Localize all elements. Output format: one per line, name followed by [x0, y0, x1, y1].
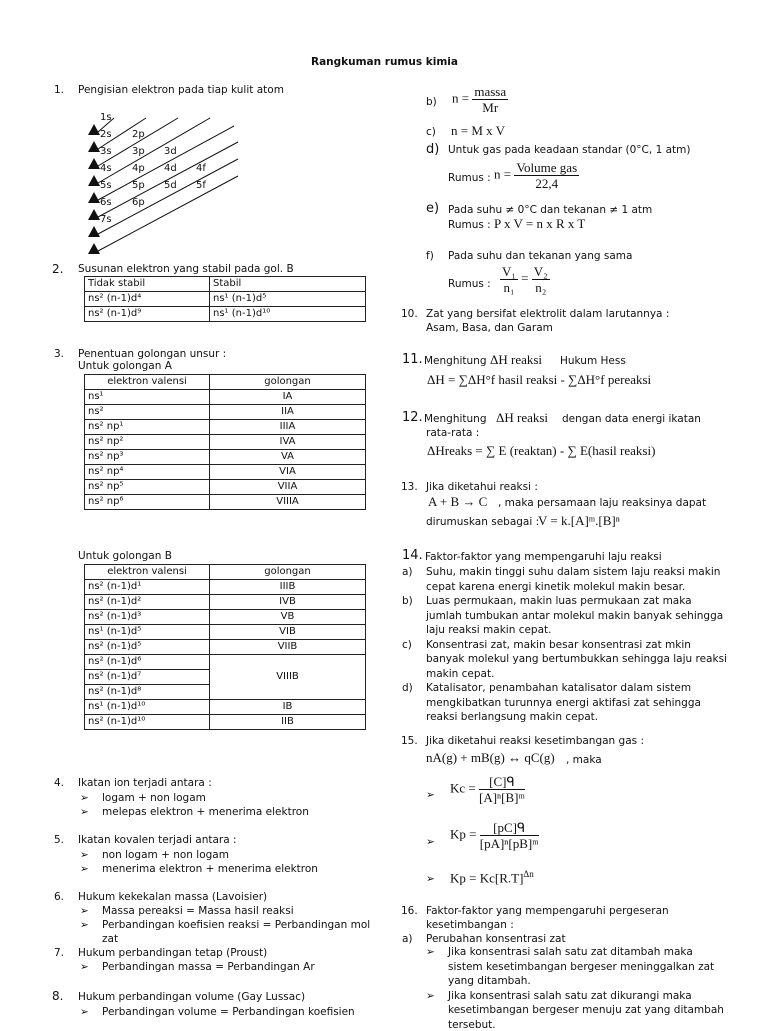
list-item-line: makin cepat. [426, 667, 495, 680]
orbital-label: 5s [100, 180, 112, 191]
section-11-text: Menghitung [424, 355, 487, 367]
list-item-line: reaksi berlangsung makin cepat. [426, 711, 599, 723]
section-15-number: 15. [401, 735, 418, 747]
formula-lhs: n = [494, 166, 512, 182]
aufbau-diagram [84, 104, 344, 264]
arrowhead-icon [88, 141, 100, 152]
table-row [85, 495, 366, 510]
fraction-denominator: [pA]ⁿ[pB]ᵐ [479, 836, 539, 851]
list-item-line: Jika konsentrasi salah satu zat ditambah maka [448, 946, 693, 958]
orbital-label: 2p [132, 129, 145, 140]
list-item-continuation: zat [102, 933, 119, 945]
bullet-arrow-icon: ➢ [80, 863, 89, 875]
rate-law-formula: V = k.[A]ᵐ.[B]ⁿ [538, 513, 620, 528]
table-cell: IIA [210, 405, 366, 420]
formula-lhs: Kc = [450, 780, 476, 796]
ideal-gas-formula: P x V = n x R x T [494, 216, 586, 231]
equilibrium-equation: nA(g) + mB(g) ↔ qC(g) [426, 750, 555, 765]
bullet-arrow-icon: ➢ [80, 849, 89, 861]
table-cell: ns² (n-1)d⁶ [85, 655, 210, 670]
fraction-denominator: [A]ⁿ[B]ᵐ [479, 790, 525, 805]
list-label: a) [402, 566, 413, 578]
list-item: menerima elektron + menerima elektron [102, 863, 318, 875]
item-e-text: Pada suhu ≠ 0°C dan tekanan ≠ 1 atm [448, 204, 653, 216]
section-4-heading: Ikatan ion terjadi antara : [78, 777, 212, 789]
fraction-numerator: massa [474, 84, 507, 99]
orbital-label: 3d [164, 146, 177, 157]
table-row [85, 625, 366, 640]
mole-molarity-formula: n = M x V [451, 123, 506, 138]
table-cell: VIA [210, 465, 366, 480]
item-a-text: Perubahan konsentrasi zat [426, 933, 566, 945]
list-item-line: Katalisator, penambahan katalisator dalam sistem [426, 682, 692, 694]
table-cell: VB [210, 610, 366, 625]
list-item-line: banyak molekul yang bertumbukkan sehingga laju reaksi [426, 653, 727, 665]
table-cell: ns² np⁴ [85, 465, 210, 480]
list-item-line: Luas permukaan, makin luas permukaan zat maka [426, 595, 692, 607]
arrowhead-icon [88, 158, 100, 169]
table-row [85, 610, 366, 625]
list-item-line: yang ditambah. [448, 975, 531, 987]
orbital-label: 1s [100, 112, 112, 123]
table-cell: VIIB [210, 640, 366, 655]
table-cell: ns² np⁶ [85, 495, 210, 510]
list-item-line: jumlah tumbukan antar molekul makin banyak sehingga [426, 609, 724, 622]
mole-mass-formula [452, 84, 508, 115]
table-row [85, 450, 366, 465]
fraction-numerator: [pC]ᑫ [480, 820, 539, 836]
arrowhead-icon [88, 209, 100, 220]
kc-formula [450, 774, 525, 805]
golongan-a-table [84, 374, 366, 510]
fraction-denominator: 22,4 [535, 176, 559, 191]
table-cell: IIIA [210, 420, 366, 435]
list-item-line: cepat karena energi kinetik molekul makin besar. [426, 580, 686, 593]
fraction-denominator: Mr [482, 100, 499, 115]
section-12-number: 12. [402, 410, 423, 425]
table-cell: IA [210, 390, 366, 405]
bullet-arrow-icon: ➢ [426, 946, 435, 958]
formula-lhs: Kp = Kc[R.T] [450, 870, 524, 886]
formula-lhs: Kp = [450, 826, 477, 842]
section-10-heading: Zat yang bersifat elektrolit dalam larutannya : [426, 308, 670, 320]
list-item-line: Konsentrasi zat, makin besar konsentrasi zat mkin [426, 638, 691, 651]
table-row [85, 465, 366, 480]
orbital-label: 3s [100, 146, 112, 157]
formula-lhs: n = [452, 90, 470, 106]
item-d-label: d) [426, 142, 440, 157]
equals-sign: = [521, 270, 529, 286]
table-header: golongan [210, 565, 366, 580]
table-cell: ns² (n-1)d⁵ [85, 640, 210, 655]
rumus-label: Rumus : [448, 172, 491, 184]
table-cell: ns¹ (n-1)d¹⁰ [210, 307, 366, 322]
bullet-arrow-icon: ➢ [80, 961, 89, 973]
section-13-line2: dirumuskan sebagai : [426, 516, 540, 528]
orbital-label: 6p [132, 197, 145, 208]
table-row [85, 715, 366, 730]
list-item-line: mengkibatkan turunnya energi aktifasi zat sehingga [426, 696, 701, 709]
section-3-number: 3. [54, 348, 65, 360]
section-16-heading: Faktor-faktor yang mempengaruhi pergeseran [426, 905, 669, 917]
section-5-number: 5. [54, 834, 65, 846]
table-cell: ns² (n-1)d² [85, 595, 210, 610]
bullet-arrow-icon: ➢ [80, 905, 89, 917]
table-row [85, 420, 366, 435]
golongan-b-label: Untuk golongan B [78, 550, 172, 562]
table-row [85, 655, 366, 670]
rumus-label: Rumus : [448, 278, 491, 290]
table-row [85, 390, 366, 405]
fraction-numerator: [C]ᑫ [479, 774, 525, 790]
item-d-text: Untuk gas pada keadaan standar (0°C, 1 atm) [448, 144, 691, 156]
table-row [85, 640, 366, 655]
item-f-label: f) [426, 250, 434, 262]
table-cell: ns² np⁵ [85, 480, 210, 495]
table-cell: ns² (n-1)d¹⁰ [85, 715, 210, 730]
table-row [85, 580, 366, 595]
table-cell: IVB [210, 595, 366, 610]
fraction-denominator: n₁ [503, 280, 515, 295]
table-row [85, 435, 366, 450]
list-item-line: tersebut. [448, 1018, 496, 1031]
list-label: d) [402, 682, 413, 694]
section-4-number: 4. [54, 777, 65, 789]
list-item: non logam + non logam [102, 849, 229, 861]
table-cell: ns² (n-1)d⁸ [85, 685, 210, 700]
table-cell: ns¹ (n-1)d⁵ [85, 625, 210, 640]
table-cell: ns² np² [85, 435, 210, 450]
section-7-number: 7. [54, 947, 65, 959]
section-2-number: 2. [52, 262, 64, 276]
list-item: Perbandingan volume = Perbandingan koefisien [102, 1006, 355, 1018]
table-header: Stabil [210, 277, 366, 292]
table-cell: ns¹ [85, 390, 210, 405]
section-6-number: 6. [54, 891, 65, 903]
section-1-heading: Pengisian elektron pada tiap kulit atom [78, 84, 284, 96]
section-6-heading: Hukum kekekalan massa (Lavoisier) [78, 891, 268, 903]
orbital-label: 4s [100, 163, 112, 174]
item-e-label: e) [426, 201, 440, 216]
table-cell: IIB [210, 715, 366, 730]
table-row [85, 595, 366, 610]
reaction-equation: A + B → C [428, 494, 488, 509]
orbital-label: 4f [196, 163, 206, 174]
orbital-label: 4p [132, 163, 145, 174]
kp-kc-formula [450, 869, 534, 886]
section-15-heading: Jika diketahui reaksi kesetimbangan gas : [426, 735, 644, 747]
section-10-line2: Asam, Basa, dan Garam [426, 322, 553, 334]
section-12-line2: rata-rata : [426, 427, 480, 439]
table-cell: IVA [210, 435, 366, 450]
orbital-label: 6s [100, 197, 112, 208]
section-2-heading: Susunan elektron yang stabil pada gol. B [78, 263, 294, 275]
bullet-arrow-icon: ➢ [80, 792, 89, 804]
golongan-a-label: Untuk golongan A [78, 360, 172, 372]
table-header: Tidak stabil [85, 277, 210, 292]
table-cell: IIIB [210, 580, 366, 595]
arrowhead-icon [88, 124, 100, 135]
section-10-number: 10. [401, 308, 418, 320]
section-14-number: 14. [402, 548, 423, 563]
table-row [85, 480, 366, 495]
section-15-text2: , maka [566, 754, 602, 766]
section-13-text2: , maka persamaan laju reaksinya dapat [498, 497, 707, 509]
section-3-heading: Penentuan golongan unsur : [78, 348, 227, 360]
table-cell: VIIIA [210, 495, 366, 510]
orbital-label: 5f [196, 180, 206, 191]
list-item-line: Suhu, makin tinggi suhu dalam sistem laju reaksi makin [426, 566, 721, 578]
table-cell: ns² (n-1)d¹ [85, 580, 210, 595]
bullet-arrow-icon: ➢ [80, 1006, 89, 1018]
section-13-number: 13. [401, 481, 418, 493]
fraction-numerator: V₂ [533, 264, 548, 279]
table-cell: ns² (n-1)d⁴ [85, 292, 210, 307]
orbital-label: 3p [132, 146, 145, 157]
list-item-line: sistem kesetimbangan bergeser meninggalkan zat [448, 960, 715, 973]
section-16-number: 16. [401, 905, 418, 917]
orbital-label: 4d [164, 163, 177, 174]
table-cell: ns² np¹ [85, 420, 210, 435]
section-5-heading: Ikatan kovalen terjadi antara : [78, 834, 237, 846]
list-item-line: Jika konsentrasi salah satu zat dikurangi maka [448, 989, 692, 1002]
table-header: golongan [210, 375, 366, 390]
exponent-delta-n: Δn [523, 869, 534, 879]
list-label: b) [402, 595, 413, 607]
arrowhead-icon [88, 175, 100, 186]
arrowhead-icon [88, 192, 100, 203]
bullet-arrow-icon: ➢ [426, 873, 435, 885]
rumus-label: Rumus : [448, 219, 491, 231]
bullet-arrow-icon: ➢ [80, 806, 89, 818]
item-f-text: Pada suhu dan tekanan yang sama [448, 250, 633, 262]
table-cell: VIIA [210, 480, 366, 495]
bond-energy-formula: ΔHreaks = ∑ E (reaktan) - ∑ E(hasil reaksi) [427, 443, 656, 458]
table-header: elektron valensi [85, 375, 210, 390]
fraction-numerator: V₁ [502, 264, 516, 279]
bullet-arrow-icon: ➢ [80, 919, 89, 931]
section-7-heading: Hukum perbandingan tetap (Proust) [78, 947, 268, 959]
avogadro-formula [500, 264, 550, 295]
table-cell: ns² (n-1)d⁹ [85, 307, 210, 322]
fraction-denominator: n₂ [535, 280, 547, 295]
arrowhead-icon [88, 243, 100, 254]
item-b-label: b) [426, 96, 437, 108]
table-cell: ns¹ (n-1)d⁵ [210, 292, 366, 307]
item-c-label: c) [426, 126, 436, 138]
table-cell: ns² (n-1)d⁷ [85, 670, 210, 685]
page-title: Rangkuman rumus kimia [311, 56, 458, 68]
table-cell: IB [210, 700, 366, 715]
bullet-arrow-icon: ➢ [426, 789, 435, 801]
list-label: c) [402, 638, 412, 651]
kp-formula [450, 820, 539, 851]
list-item: Massa pereaksi = Massa hasil reaksi [102, 905, 294, 917]
table-cell: ns² np³ [85, 450, 210, 465]
section-11-text2: Hukum Hess [560, 355, 626, 367]
list-item: Perbandingan koefisien reaksi = Perbandingan mol [102, 919, 371, 931]
delta-h-symbol: ΔH reaksi [496, 410, 549, 425]
arrowhead-icon [88, 226, 100, 237]
section-12-text2: dengan data energi ikatan [562, 413, 701, 425]
table-cell: VIB [210, 625, 366, 640]
section-13-heading: Jika diketahui reaksi : [426, 481, 538, 493]
orbital-label: 7s [100, 214, 112, 225]
section-14-heading: Faktor-faktor yang mempengaruhi laju reaksi [425, 551, 662, 563]
section-11-number: 11. [402, 352, 423, 367]
gas-standard-formula [494, 160, 579, 191]
section-1-number: 1. [54, 84, 65, 96]
bullet-arrow-icon: ➢ [426, 989, 435, 1002]
section-8-heading: Hukum perbandingan volume (Gay Lussac) [78, 991, 306, 1003]
section-16-line2: kesetimbangan : [426, 919, 514, 931]
table-cell: VA [210, 450, 366, 465]
list-item: logam + non logam [102, 792, 206, 804]
item-a-label: a) [402, 933, 413, 945]
orbital-label: 5p [132, 180, 145, 191]
golongan-b-table [84, 564, 366, 730]
orbital-label: 2s [100, 129, 112, 140]
table-row [85, 700, 366, 715]
list-item-line: kesetimbangan bergeser menuju zat yang ditambah [448, 1004, 724, 1016]
list-item: melepas elektron + menerima elektron [102, 806, 309, 818]
table-cell: ns¹ (n-1)d¹⁰ [85, 700, 210, 715]
list-item-line: laju reaksi makin cepat. [426, 624, 552, 636]
list-item: Perbandingan massa = Perbandingan Ar [102, 961, 315, 973]
delta-h-symbol: ΔH reaksi [490, 352, 543, 367]
hess-law-formula: ΔH = ∑ΔH°f hasil reaksi - ∑ΔH°f pereaksi [427, 372, 652, 387]
section-12-text: Menghitung [424, 413, 487, 425]
stable-config-table [84, 276, 366, 322]
section-8-number: 8. [52, 989, 64, 1003]
table-cell: ns² (n-1)d³ [85, 610, 210, 625]
table-header: elektron valensi [85, 565, 210, 580]
table-row [85, 405, 366, 420]
orbital-label: 5d [164, 180, 177, 191]
bullet-arrow-icon: ➢ [426, 836, 435, 848]
table-cell-merged: VIIIB [210, 655, 366, 700]
table-cell: ns² [85, 405, 210, 420]
aufbau-diagonal-lines [84, 104, 344, 264]
fraction-numerator: Volume gas [516, 160, 578, 175]
